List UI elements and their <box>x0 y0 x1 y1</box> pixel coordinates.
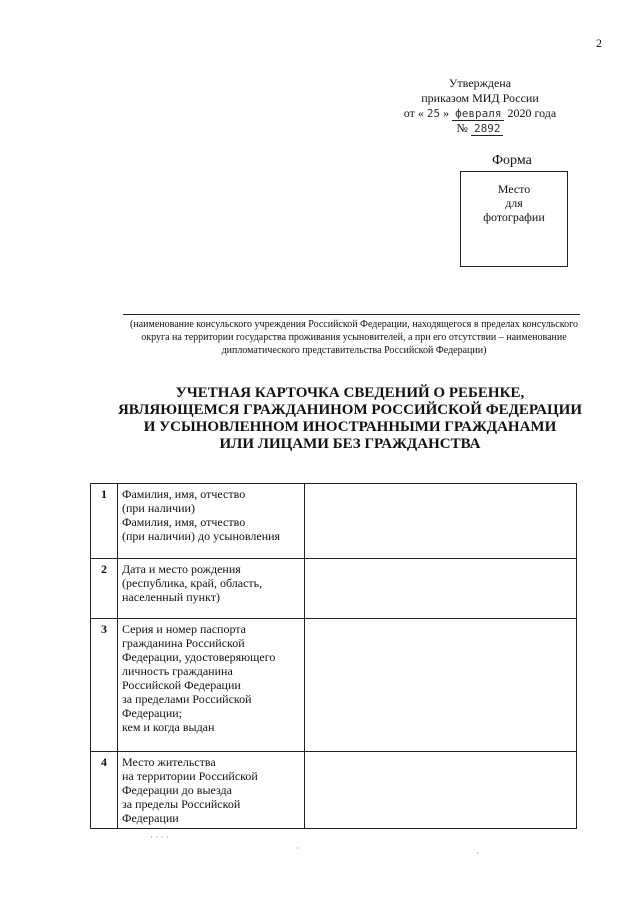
row-number: 3 <box>91 619 118 752</box>
label-line: кем и когда выдан <box>122 720 215 734</box>
row-label <box>118 484 305 559</box>
page-number: 2 <box>596 36 602 50</box>
title-line: И УСЫНОВЛЕННОМ ИНОСТРАННЫМИ ГРАЖДАНАМИ <box>143 419 557 435</box>
row-label <box>118 752 305 829</box>
label-line: Федерации <box>122 811 179 825</box>
photo-text-line: фотографии <box>483 210 545 224</box>
scan-speck: · <box>296 843 299 853</box>
table-row <box>91 619 577 752</box>
scan-speck: · · · · <box>150 832 169 842</box>
label-line: (при наличии) до усыновления <box>122 529 281 543</box>
label-line: гражданина Российской <box>122 636 245 650</box>
row-label <box>118 619 305 752</box>
form-label: Форма <box>492 153 532 168</box>
consulate-note: (наименование консульского учреждения Российской Федерации, находящегося в пределах консульского округа на территории государства проживания усыновителей, а при его отсутствии – наименование дипломатического представительства Российской Федерации) <box>130 319 578 356</box>
label-line: (республика, край, область, <box>122 576 263 590</box>
row-value-field[interactable] <box>305 484 577 559</box>
approval-date-line <box>380 106 580 121</box>
label-line: Российской Федерации <box>122 678 241 692</box>
photo-placeholder <box>460 171 568 267</box>
date-year: 2020 года <box>507 106 557 120</box>
label-line: на территории Российской <box>122 769 258 783</box>
title-line: ЯВЛЯЮЩЕМСЯ ГРАЖДАНИНОМ РОССИЙСКОЙ ФЕДЕРАЦИИ <box>117 402 583 418</box>
row-number: 1 <box>91 484 118 559</box>
date-day: 25 <box>426 107 441 120</box>
row-value-field[interactable] <box>305 619 577 752</box>
row-number: 2 <box>91 559 118 619</box>
order-number: 2892 <box>471 122 504 136</box>
label-line: Место жительства <box>122 755 216 769</box>
approval-block <box>380 76 580 136</box>
row-value-field[interactable] <box>305 559 577 619</box>
approval-number-line <box>380 121 580 136</box>
row-value-field[interactable] <box>305 752 577 829</box>
label-line: Федерации, удостоверяющего <box>122 650 276 664</box>
title-line: ИЛИ ЛИЦАМИ БЕЗ ГРАЖДАНСТВА <box>219 436 481 452</box>
date-mid: » <box>443 106 450 120</box>
scan-speck: · <box>476 848 479 858</box>
row-label <box>118 559 305 619</box>
row-number: 4 <box>91 752 118 829</box>
document-title <box>100 385 600 453</box>
table-row <box>91 559 577 619</box>
date-month: февраля <box>452 107 504 121</box>
label-line: Федерации; <box>122 706 183 720</box>
consulate-name-line <box>123 314 580 315</box>
number-prefix: № <box>456 121 468 135</box>
approval-line-2: приказом МИД России <box>421 91 539 105</box>
label-line: населенный пункт) <box>122 590 220 604</box>
label-line: Фамилия, имя, отчество <box>122 487 246 501</box>
label-line: личность гражданина <box>122 664 233 678</box>
info-table <box>90 483 577 829</box>
photo-text-line: Место <box>497 182 531 196</box>
label-line: (при наличии) <box>122 501 195 515</box>
title-line: УЧЕТНАЯ КАРТОЧКА СВЕДЕНИЙ О РЕБЕНКЕ, <box>175 385 525 401</box>
label-line: Дата и место рождения <box>122 562 241 576</box>
label-line: за пределами Российской <box>122 692 252 706</box>
approval-line-1: Утверждена <box>448 76 512 90</box>
photo-text-line: для <box>505 196 523 210</box>
table-row <box>91 752 577 829</box>
label-line: Фамилия, имя, отчество <box>122 515 246 529</box>
table-row <box>91 484 577 559</box>
date-prefix: от « <box>403 106 424 120</box>
label-line: Федерации до выезда <box>122 783 232 797</box>
label-line: за пределы Российской <box>122 797 241 811</box>
label-line: Серия и номер паспорта <box>122 622 247 636</box>
